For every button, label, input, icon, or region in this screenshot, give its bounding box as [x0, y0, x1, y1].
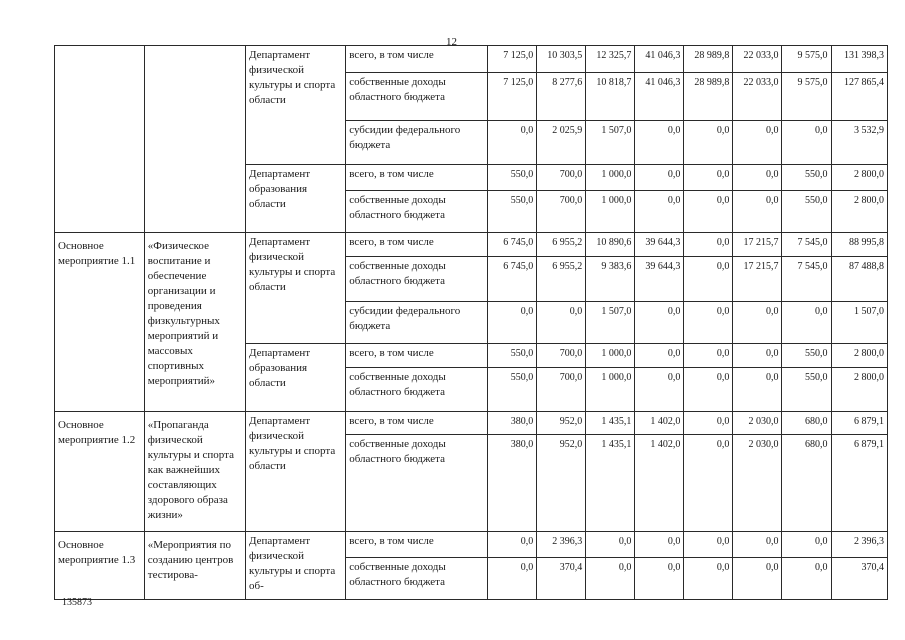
- budget-table: [54, 45, 888, 600]
- year-value-cell: 550,0: [488, 344, 537, 368]
- year-value-cell: 0,0: [635, 558, 684, 600]
- year-value-cell: 0,0: [684, 121, 733, 165]
- year-value-cell: 28 989,8: [684, 73, 733, 121]
- year-value-cell: 0,0: [733, 165, 782, 191]
- year-value-cell: 0,0: [586, 532, 635, 558]
- year-value-cell: 17 215,7: [733, 257, 782, 302]
- year-value-cell: 0,0: [684, 532, 733, 558]
- year-value-cell: 0,0: [684, 165, 733, 191]
- year-value-cell: 952,0: [537, 412, 586, 435]
- event-cell: [55, 46, 145, 233]
- year-value-cell: 1 000,0: [586, 344, 635, 368]
- year-value-cell: 6 745,0: [488, 233, 537, 257]
- year-value-cell: 41 046,3: [635, 73, 684, 121]
- year-value-cell: 7 545,0: [782, 233, 831, 257]
- year-value-cell: 0,0: [684, 233, 733, 257]
- year-value-cell: 0,0: [782, 121, 831, 165]
- year-value-cell: 550,0: [488, 191, 537, 233]
- total-value-cell: 88 995,8: [831, 233, 888, 257]
- year-value-cell: 39 644,3: [635, 257, 684, 302]
- executor-cell: Департамент физической культуры и спорта области: [246, 412, 346, 532]
- year-value-cell: 2 030,0: [733, 435, 782, 532]
- year-value-cell: 12 325,7: [586, 46, 635, 73]
- year-value-cell: 10 890,6: [586, 233, 635, 257]
- table-row: [55, 412, 888, 435]
- total-value-cell: 87 488,8: [831, 257, 888, 302]
- executor-cell: Департамент образования области: [246, 344, 346, 412]
- year-value-cell: 700,0: [537, 191, 586, 233]
- year-value-cell: 10 303,5: [537, 46, 586, 73]
- year-value-cell: 7 125,0: [488, 73, 537, 121]
- year-value-cell: 0,0: [635, 532, 684, 558]
- year-value-cell: 0,0: [635, 302, 684, 344]
- year-value-cell: 0,0: [684, 412, 733, 435]
- funding-source-cell: всего, в том числе: [346, 46, 488, 73]
- year-value-cell: 22 033,0: [733, 46, 782, 73]
- total-value-cell: 3 532,9: [831, 121, 888, 165]
- year-value-cell: 9 383,6: [586, 257, 635, 302]
- total-value-cell: 127 865,4: [831, 73, 888, 121]
- total-value-cell: 1 507,0: [831, 302, 888, 344]
- year-value-cell: 1 402,0: [635, 435, 684, 532]
- year-value-cell: 0,0: [733, 302, 782, 344]
- year-value-cell: 550,0: [782, 165, 831, 191]
- total-value-cell: 6 879,1: [831, 412, 888, 435]
- document-id: 135873: [62, 597, 92, 608]
- year-value-cell: 0,0: [635, 191, 684, 233]
- year-value-cell: 0,0: [684, 257, 733, 302]
- year-value-cell: 0,0: [733, 532, 782, 558]
- year-value-cell: 0,0: [733, 558, 782, 600]
- year-value-cell: 0,0: [635, 368, 684, 412]
- executor-cell: Департамент образования области: [246, 165, 346, 233]
- year-value-cell: 0,0: [488, 558, 537, 600]
- year-value-cell: 0,0: [684, 435, 733, 532]
- total-value-cell: 2 800,0: [831, 191, 888, 233]
- year-value-cell: 0,0: [586, 558, 635, 600]
- year-value-cell: 0,0: [684, 191, 733, 233]
- event-cell: Основное мероприятие 1.1: [55, 233, 145, 412]
- funding-source-cell: собственные доходы областного бюджета: [346, 558, 488, 600]
- event-cell: Основное мероприятие 1.3: [55, 532, 145, 600]
- year-value-cell: 9 575,0: [782, 73, 831, 121]
- year-value-cell: 0,0: [782, 532, 831, 558]
- funding-source-cell: собственные доходы областного бюджета: [346, 435, 488, 532]
- year-value-cell: 0,0: [684, 558, 733, 600]
- year-value-cell: 0,0: [782, 558, 831, 600]
- year-value-cell: 10 818,7: [586, 73, 635, 121]
- executor-cell: Департамент физической культуры и спорта области: [246, 233, 346, 344]
- funding-source-cell: собственные доходы областного бюджета: [346, 191, 488, 233]
- year-value-cell: 0,0: [488, 532, 537, 558]
- year-value-cell: 0,0: [733, 191, 782, 233]
- year-value-cell: 2 030,0: [733, 412, 782, 435]
- event-name-cell: «Пропаганда физической культуры и спорта как важнейших составляющих здорового образа жизни»: [144, 412, 245, 532]
- year-value-cell: 28 989,8: [684, 46, 733, 73]
- total-value-cell: 131 398,3: [831, 46, 888, 73]
- year-value-cell: 8 277,6: [537, 73, 586, 121]
- year-value-cell: 0,0: [488, 121, 537, 165]
- event-cell: Основное мероприятие 1.2: [55, 412, 145, 532]
- funding-source-cell: всего, в том числе: [346, 412, 488, 435]
- year-value-cell: 1 435,1: [586, 435, 635, 532]
- funding-source-cell: всего, в том числе: [346, 532, 488, 558]
- table-row: [55, 532, 888, 558]
- year-value-cell: 1 435,1: [586, 412, 635, 435]
- year-value-cell: 680,0: [782, 412, 831, 435]
- year-value-cell: 1 402,0: [635, 412, 684, 435]
- year-value-cell: 1 000,0: [586, 368, 635, 412]
- year-value-cell: 0,0: [488, 302, 537, 344]
- event-name-cell: «Физическое воспитание и обеспечение организации и проведения физкультурных мероприятий и массовых спортивных мероприятий»: [144, 233, 245, 412]
- funding-source-cell: субсидии федерального бюджета: [346, 302, 488, 344]
- year-value-cell: 370,4: [537, 558, 586, 600]
- funding-source-cell: собственные доходы областного бюджета: [346, 257, 488, 302]
- year-value-cell: 0,0: [684, 368, 733, 412]
- executor-cell: Департамент физической культуры и спорта об-: [246, 532, 346, 600]
- total-value-cell: 6 879,1: [831, 435, 888, 532]
- page-number: 12: [446, 36, 457, 48]
- year-value-cell: 0,0: [733, 121, 782, 165]
- table-row: [55, 233, 888, 257]
- year-value-cell: 700,0: [537, 344, 586, 368]
- year-value-cell: 0,0: [782, 302, 831, 344]
- year-value-cell: 0,0: [733, 368, 782, 412]
- year-value-cell: 7 545,0: [782, 257, 831, 302]
- year-value-cell: 550,0: [782, 191, 831, 233]
- year-value-cell: 39 644,3: [635, 233, 684, 257]
- year-value-cell: 17 215,7: [733, 233, 782, 257]
- year-value-cell: 0,0: [635, 344, 684, 368]
- year-value-cell: 1 000,0: [586, 191, 635, 233]
- funding-source-cell: всего, в том числе: [346, 344, 488, 368]
- year-value-cell: 550,0: [782, 368, 831, 412]
- event-name-cell: «Мероприятия по созданию центров тестирова-: [144, 532, 245, 600]
- funding-source-cell: субсидии федерального бюджета: [346, 121, 488, 165]
- year-value-cell: 6 745,0: [488, 257, 537, 302]
- year-value-cell: 1 507,0: [586, 121, 635, 165]
- year-value-cell: 680,0: [782, 435, 831, 532]
- year-value-cell: 2 396,3: [537, 532, 586, 558]
- year-value-cell: 41 046,3: [635, 46, 684, 73]
- funding-source-cell: всего, в том числе: [346, 165, 488, 191]
- year-value-cell: 380,0: [488, 412, 537, 435]
- year-value-cell: 550,0: [488, 368, 537, 412]
- funding-source-cell: собственные доходы областного бюджета: [346, 368, 488, 412]
- total-value-cell: 2 800,0: [831, 165, 888, 191]
- year-value-cell: 0,0: [684, 302, 733, 344]
- year-value-cell: 0,0: [635, 165, 684, 191]
- year-value-cell: 0,0: [635, 121, 684, 165]
- executor-cell: Департамент физической культуры и спорта области: [246, 46, 346, 165]
- year-value-cell: 6 955,2: [537, 233, 586, 257]
- year-value-cell: 550,0: [782, 344, 831, 368]
- year-value-cell: 1 507,0: [586, 302, 635, 344]
- total-value-cell: 2 800,0: [831, 344, 888, 368]
- year-value-cell: 380,0: [488, 435, 537, 532]
- year-value-cell: 700,0: [537, 165, 586, 191]
- year-value-cell: 7 125,0: [488, 46, 537, 73]
- total-value-cell: 2 396,3: [831, 532, 888, 558]
- event-name-cell: [144, 46, 245, 233]
- year-value-cell: 1 000,0: [586, 165, 635, 191]
- total-value-cell: 2 800,0: [831, 368, 888, 412]
- funding-source-cell: собственные доходы областного бюджета: [346, 73, 488, 121]
- total-value-cell: 370,4: [831, 558, 888, 600]
- year-value-cell: 952,0: [537, 435, 586, 532]
- table-row: [55, 46, 888, 73]
- year-value-cell: 22 033,0: [733, 73, 782, 121]
- year-value-cell: 0,0: [537, 302, 586, 344]
- year-value-cell: 0,0: [733, 344, 782, 368]
- year-value-cell: 9 575,0: [782, 46, 831, 73]
- year-value-cell: 700,0: [537, 368, 586, 412]
- funding-source-cell: всего, в том числе: [346, 233, 488, 257]
- year-value-cell: 2 025,9: [537, 121, 586, 165]
- year-value-cell: 6 955,2: [537, 257, 586, 302]
- year-value-cell: 550,0: [488, 165, 537, 191]
- year-value-cell: 0,0: [684, 344, 733, 368]
